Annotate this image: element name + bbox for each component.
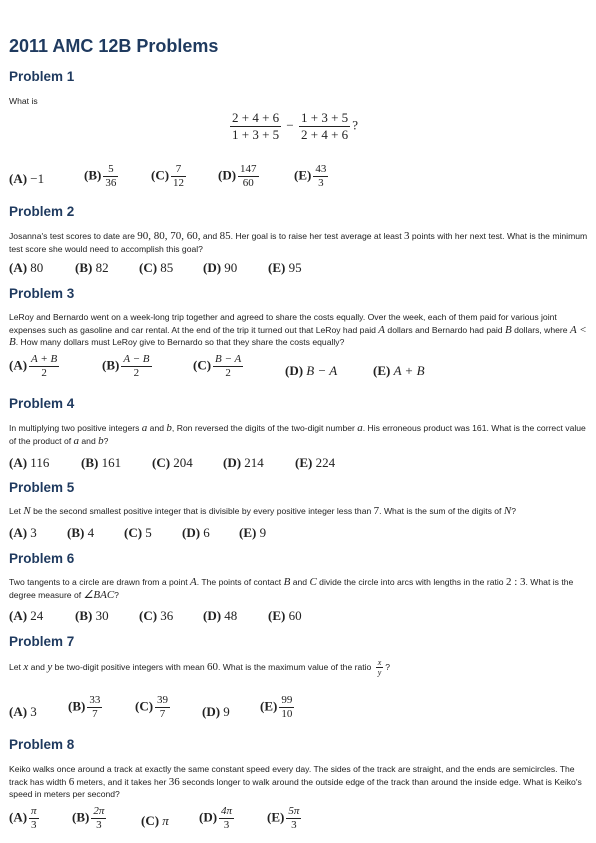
problem-8-text: Keiko walks once around a track at exactly the same constant speed every day. The sides of the track are straight, and the ends are semicircles. The track has width 6 meters, and it takes her 36 seconds longer to walk around the outside edge of the track than around the inside edge. What is Keiko's speed in meters per second? xyxy=(9,764,582,799)
choice-e: (E) 95 xyxy=(268,260,302,275)
choice-d: (D) 48 xyxy=(203,608,238,623)
choice-d: (D) $\frac{4\pi}{3}$ xyxy=(199,805,233,831)
choice-a: (A) 116 xyxy=(9,455,50,470)
choice-d: (D) 214 xyxy=(223,455,264,470)
problem-4-text: In multiplying two positive integers a and b, Ron reversed the digits of the two-digit number a. His erroneous product was 161. What is the correct value of the product of a and b? xyxy=(9,422,586,447)
choice-a: (A) 3 xyxy=(9,525,37,540)
choice-d: (D) 90 xyxy=(203,260,238,275)
choice-c: (C) π xyxy=(141,813,169,828)
problem-2-heading: Problem 2 xyxy=(9,204,75,219)
choice-d: (D) $\frac{147}{60}$ xyxy=(218,163,257,189)
choice-e: (E) A + B xyxy=(373,363,425,378)
choice-c: (C) 36 xyxy=(139,608,174,623)
choice-d: (D) 6 xyxy=(182,525,210,540)
choice-d: (D) 9 xyxy=(202,704,230,719)
choice-b: (B) 4 xyxy=(67,525,95,540)
choice-b: (B) 161 xyxy=(81,455,122,470)
choice-a: (A) 24 xyxy=(9,608,44,623)
problem-3-heading: Problem 3 xyxy=(9,286,75,301)
problem-7-text: Let x and y be two-digit positive integers with mean 60. What is the maximum value of the ratio $\frac{x}{y}$ ? xyxy=(9,658,391,677)
choice-c: (C) $\frac{7}{12}$ xyxy=(151,163,185,189)
fraction: $\frac{x}{y}$ xyxy=(377,658,382,677)
problem-3-text: LeRoy and Bernardo went on a week-long trip together and agreed to share the costs equally. Over the week, each of them paid for various joint expenses such as gasoline and car rental. At the end of the trip it turned out that LeRoy had paid A dollars and Bernardo had paid B dollars, where A < B. How many dollars must LeRoy give to Bernardo so that they share the costs equally? xyxy=(9,312,587,348)
choice-e: (E) 224 xyxy=(295,455,336,470)
fraction: $\frac{2 + 4 + 6}{1 + 3 + 5}$ xyxy=(232,110,280,142)
choice-b: (B) $\frac{33}{7}$ xyxy=(68,694,101,720)
choice-a: (A) $\frac{A + B}{2}$ xyxy=(9,353,58,379)
choice-b: (B) 30 xyxy=(75,608,109,623)
choice-a: (A) 80 xyxy=(9,260,44,275)
choice-b: (B) $\frac{A - B}{2}$ xyxy=(102,353,150,379)
problem-6-heading: Problem 6 xyxy=(9,551,75,566)
choice-c: (C) 85 xyxy=(139,260,174,275)
problem-1-text: What is xyxy=(9,96,38,106)
choice-a: (A) $\frac{\pi}{3}$ xyxy=(9,805,37,831)
choice-e: (E) $\frac{43}{3}$ xyxy=(294,163,327,189)
problem-1-heading: Problem 1 xyxy=(9,69,75,84)
problem-6-text: Two tangents to a circle are drawn from a point A. The points of contact B and C divide the circle into arcs with lengths in the ratio 2 : 3. What is the degree measure of ∠BAC? xyxy=(9,576,574,601)
choice-e: (E) $\frac{5\pi}{3}$ xyxy=(267,805,300,831)
choice-c: (C) $\frac{39}{7}$ xyxy=(135,694,169,720)
problem-5-text: Let N be the second smallest positive integer that is divisible by every positive integer less than 7. What is the sum of the digits of N? xyxy=(9,505,516,517)
page-title: 2011 AMC 12B Problems xyxy=(9,36,219,56)
choice-b: (B) $\frac{2\pi}{3}$ xyxy=(72,805,105,831)
fraction: $\frac{1 + 3 + 5}{2 + 4 + 6}$ xyxy=(301,110,349,142)
choice-a: (A) −1 xyxy=(9,171,45,186)
choice-c: (C) $\frac{B - A}{2}$ xyxy=(193,353,242,379)
choice-b: (B) 82 xyxy=(75,260,109,275)
choice-d: (D) B − A xyxy=(285,363,338,378)
choice-c: (C) 204 xyxy=(152,455,193,470)
problem-1-expression: $\frac{2 + 4 + 6}{1 + 3 + 5}$ − $\frac{1 + 3 + 5}{2 + 4 + 6}$ ? xyxy=(232,110,358,142)
choice-e: (E) 60 xyxy=(268,608,302,623)
problem-2-text: Josanna's test scores to date are 90, 80, 70, 60, and 85. Her goal is to raise her test average at least 3 points with her next test. What is the minimum test score she would need to accomplish this goal? xyxy=(9,230,588,254)
choice-a: (A) 3 xyxy=(9,704,37,719)
problem-4-heading: Problem 4 xyxy=(9,396,75,411)
problem-5-heading: Problem 5 xyxy=(9,480,75,495)
problem-7-heading: Problem 7 xyxy=(9,634,75,649)
choice-e: (E) 9 xyxy=(239,525,267,540)
choice-e: (E) $\frac{99}{10}$ xyxy=(260,694,293,720)
problem-8-heading: Problem 8 xyxy=(9,737,75,752)
choice-c: (C) 5 xyxy=(124,525,152,540)
choice-b: (B) $\frac{5}{36}$ xyxy=(84,163,117,189)
